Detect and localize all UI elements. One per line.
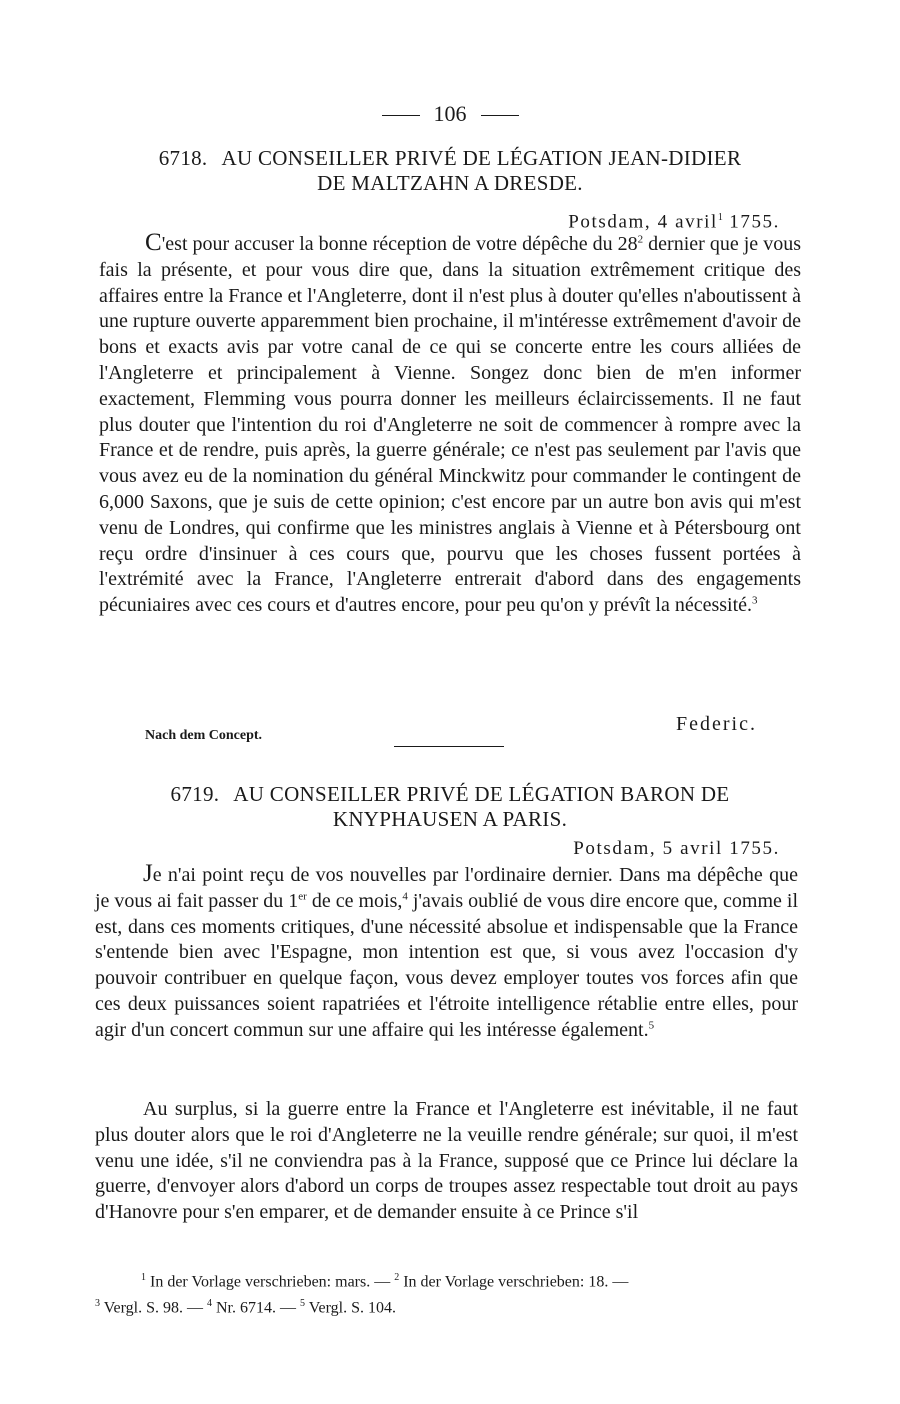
letter-6718-heading	[90, 146, 810, 196]
letter-6719-title-line2: KNYPHAUSEN A PARIS.	[332, 807, 568, 831]
letter-6719-body-1	[95, 861, 798, 1044]
letter-6718-body	[99, 230, 801, 619]
letter-6719-text-2: de ce mois,	[306, 889, 403, 912]
letter-6719-heading	[90, 782, 810, 832]
letter-6719-heading-line1	[90, 782, 810, 807]
footnote-ref-4: 4	[402, 890, 408, 903]
letter-6719-body-2: Au surplus, si la guerre entre la France et l'Angleterre est inévitable, il ne faut plus douter alors que le roi d'Angleterre ne la veuille rendre générale; sur quoi, il m'est venu une idée, s'il ne conviendra pas à la France, supposé que ce Prince lui déclare la guerre, d'envoyer alors d'abord un corps de troupes assez respectable tout droit au pays d'Hanovre pour s'en emparer, et de demander ensuite à ce Prince s'il	[95, 1098, 798, 1224]
page-number	[0, 100, 900, 128]
page-number-dash-right	[481, 115, 519, 116]
footnote-ref-3: 3	[752, 594, 758, 607]
letter-6719-title-line1: AU CONSEILLER PRIVÉ DE LÉGATION BARON DE	[233, 782, 730, 806]
footnote-ref-2: 2	[637, 233, 644, 246]
footnote-2-mark: 2	[394, 1272, 400, 1283]
footnote-ref-1: 1	[717, 212, 723, 223]
footnote-5-text: Vergl. S. 104.	[304, 1299, 396, 1317]
letter-6718-text-2: dernier que je vous fais la présente, et pour vous dire que, dans la situation extrêmement critique des affaires entre la France et l'Angleterre, dont il n'est plus à douter qu'elles n'aboutissent à une rupture ouverte apparemment bien prochaine, il m'intéresse extrêmement d'avoir de bons et exacts avis par votre canal de ce qui se concerte entre les cours alliées de l'Angleterre et principalement à Vienne. Songez donc bien de m'en informer exactement, Flemming vous pourra donner les meilleurs éclaircissements. Il ne faut plus douter que l'intention du roi d'Angleterre ne soit de commencer à rompre avec la France et de rendre, puis après, la guerre générale; ce n'est pas seulement par l'avis que vous avez eu de la nomination du général Minckwitz pour commander le contingent de 6,000 Saxons, que je suis de cette opinion; c'est encore par un autre bon avis qui m'est venu de Londres, qui confirme que les ministres anglais à Vienne et à Pétersbourg ont reçu ordre d'insinuer à ces cours que, pourvu que les choses fussent portées à l'extrémité avec la France, l'Angleterre entrerait d'abord dans des engagements pécuniaires avec ces cours et d'autres encore, pour peu qu'on y prévît la nécessité.	[99, 233, 801, 617]
footnote-1-text: In der Vorlage verschrieben: mars. —	[146, 1273, 395, 1291]
footnote-4-text: Nr. 6714. —	[211, 1299, 300, 1317]
footnote-4-mark: 4	[206, 1298, 212, 1310]
letter-6719-text-3: j'avais oublié de vous dire encore que, comme il est, dans ces moments critiques, d'une nécessité absolue et indispensable que la France s'entende bien avec l'Espagne, mon intention est que, si vous avez l'occasion d'y pouvoir contribuer en quelque façon, vous devez employer toutes vos forces afin que ces deux puissances soient rapatriées et l'étroite intelligence rétablie entre elles, pour agir d'un concert commun sur une affaire qui les intéresse également.	[95, 889, 799, 1041]
letter-6718-text-1: 'est pour accuser la bonne réception de votre dépêche du 28	[161, 233, 638, 255]
letter-6719-text-1: e n'ai point reçu de vos nouvelles par l'ordinaire dernier. Dans ma dépêche que je vous ai fait passer du 1	[95, 864, 798, 912]
page-number-text: 106	[433, 101, 467, 126]
letter-6718-initial: C	[145, 229, 162, 256]
letter-6719-number: 6719.	[170, 782, 220, 806]
footnote-3-text: Vergl. S. 98. —	[100, 1299, 207, 1317]
letter-6718-date-place: Potsdam, 4 avril	[568, 211, 718, 233]
ordinal-superscript: er	[298, 890, 307, 903]
footnote-ref-5: 5	[648, 1019, 655, 1032]
letter-6719-initial: J	[143, 860, 153, 887]
section-divider	[394, 746, 504, 747]
letter-6718-signature: Federic.	[676, 713, 757, 735]
footnotes	[95, 1267, 805, 1320]
letter-6718-number: 6718.	[158, 146, 208, 170]
letter-6718-title-line2: DE MALTZAHN A DRESDE.	[317, 171, 583, 195]
footnote-2-text: In der Vorlage verschrieben: 18. —	[399, 1273, 629, 1291]
footnote-5-mark: 5	[299, 1298, 305, 1310]
page-number-dash-left	[382, 115, 420, 116]
letter-6719-dateline: Potsdam, 5 avril 1755.	[573, 838, 780, 859]
letter-6718-heading-line1	[90, 146, 810, 171]
footnote-1-mark: 1	[141, 1272, 146, 1283]
footnote-3-mark: 3	[95, 1298, 100, 1310]
letter-6718-title-line1: AU CONSEILLER PRIVÉ DE LÉGATION JEAN-DIDIER	[221, 146, 742, 170]
letter-6718-source-note: Nach dem Concept.	[145, 728, 263, 743]
letter-6718-date-year: 1755.	[722, 211, 780, 233]
